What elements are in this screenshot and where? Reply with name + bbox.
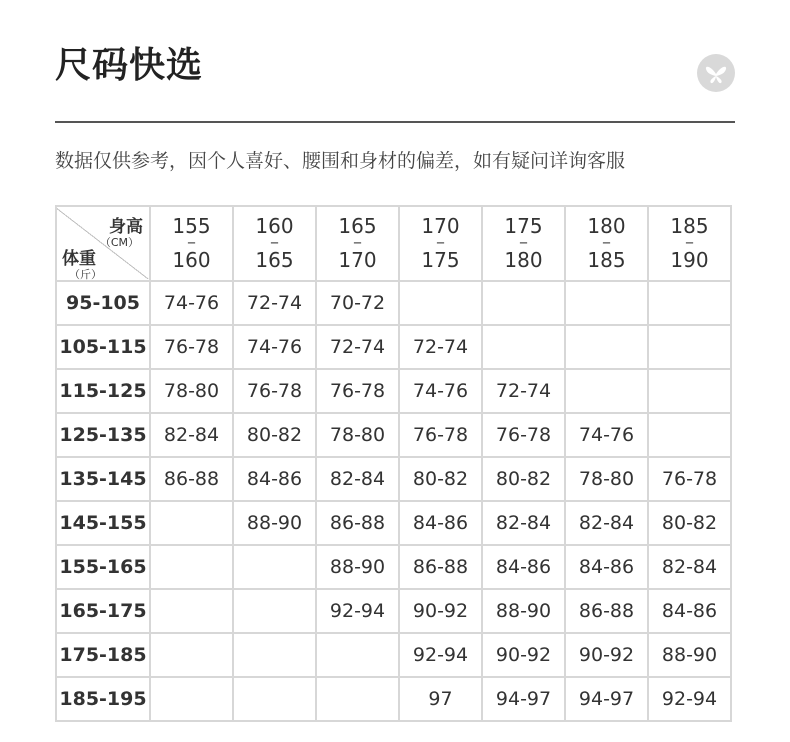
- height-range-dash: –: [187, 232, 196, 254]
- waist-size-cell: 90-92: [482, 633, 565, 677]
- waist-size-cell: [399, 281, 482, 325]
- waist-size-cell: 76-78: [233, 369, 316, 413]
- height-range-dash: –: [353, 232, 362, 254]
- waist-size-cell: [565, 281, 648, 325]
- waist-size-cell: 82-84: [316, 457, 399, 501]
- waist-size-cell: 86-88: [150, 457, 233, 501]
- waist-size-cell: 88-90: [233, 501, 316, 545]
- height-range-dash: –: [436, 232, 445, 254]
- size-chart-table: [55, 205, 732, 722]
- waist-size-cell: 80-82: [399, 457, 482, 501]
- table-row: [56, 413, 731, 457]
- weight-range-label: 145-155: [56, 501, 150, 545]
- header-row: [56, 206, 731, 281]
- height-range-header: [316, 206, 399, 281]
- waist-size-cell: 90-92: [565, 633, 648, 677]
- height-range-max: 170: [338, 247, 377, 272]
- weight-range-label: 105-115: [56, 325, 150, 369]
- weight-range-label: 95-105: [56, 281, 150, 325]
- waist-size-cell: 74-76: [150, 281, 233, 325]
- waist-size-cell: 92-94: [648, 677, 731, 721]
- waist-size-cell: 92-94: [399, 633, 482, 677]
- height-range-min: 185: [670, 214, 709, 239]
- height-range-min: 180: [587, 214, 626, 239]
- waist-size-cell: [648, 325, 731, 369]
- waist-size-cell: 86-88: [316, 501, 399, 545]
- waist-size-cell: 72-74: [233, 281, 316, 325]
- height-range-header: [399, 206, 482, 281]
- waist-size-cell: 84-86: [482, 545, 565, 589]
- waist-size-cell: 76-78: [316, 369, 399, 413]
- table-row: [56, 325, 731, 369]
- height-range-max: 180: [504, 247, 543, 272]
- waist-size-cell: 88-90: [648, 633, 731, 677]
- weight-range-label: 125-135: [56, 413, 150, 457]
- waist-size-cell: 74-76: [399, 369, 482, 413]
- waist-size-cell: 82-84: [648, 545, 731, 589]
- weight-range-label: 185-195: [56, 677, 150, 721]
- height-range-header: [150, 206, 233, 281]
- table-row: [56, 281, 731, 325]
- waist-size-cell: 80-82: [482, 457, 565, 501]
- waist-size-cell: 80-82: [233, 413, 316, 457]
- weight-range-label: 155-165: [56, 545, 150, 589]
- height-range-max: 165: [255, 247, 294, 272]
- height-range-max: 185: [587, 247, 626, 272]
- waist-size-cell: [150, 501, 233, 545]
- waist-size-cell: [150, 545, 233, 589]
- table-row: [56, 369, 731, 413]
- waist-size-cell: 88-90: [482, 589, 565, 633]
- height-range-max: 175: [421, 247, 460, 272]
- waist-size-cell: [150, 677, 233, 721]
- weight-range-label: 115-125: [56, 369, 150, 413]
- waist-size-cell: 84-86: [399, 501, 482, 545]
- waist-size-cell: [316, 677, 399, 721]
- waist-size-cell: 86-88: [565, 589, 648, 633]
- waist-size-cell: 90-92: [399, 589, 482, 633]
- height-range-max: 190: [670, 247, 709, 272]
- waist-size-cell: 78-80: [150, 369, 233, 413]
- table-row: [56, 677, 731, 721]
- height-range-max: 160: [172, 247, 211, 272]
- waist-size-cell: [482, 281, 565, 325]
- table-row: [56, 545, 731, 589]
- height-range-min: 155: [172, 214, 211, 239]
- weight-unit: （斤）: [69, 268, 102, 281]
- waist-size-cell: 76-78: [399, 413, 482, 457]
- waist-size-cell: 84-86: [233, 457, 316, 501]
- table-row: [56, 633, 731, 677]
- waist-size-cell: [233, 589, 316, 633]
- weight-range-label: 175-185: [56, 633, 150, 677]
- height-unit: （CM）: [99, 236, 139, 249]
- weight-label: 体重: [62, 249, 96, 269]
- waist-size-cell: 88-90: [316, 545, 399, 589]
- waist-size-cell: [648, 413, 731, 457]
- waist-size-cell: [648, 281, 731, 325]
- waist-size-cell: 94-97: [565, 677, 648, 721]
- waist-size-cell: 94-97: [482, 677, 565, 721]
- waist-size-cell: 76-78: [648, 457, 731, 501]
- waist-size-cell: 76-78: [482, 413, 565, 457]
- waist-size-cell: 78-80: [565, 457, 648, 501]
- height-range-header: [565, 206, 648, 281]
- waist-size-cell: 97: [399, 677, 482, 721]
- height-range-header: [482, 206, 565, 281]
- disclaimer-note: 数据仅供参考，因个人喜好、腰围和身材的偏差，如有疑问详询客服: [55, 150, 626, 172]
- waist-size-cell: 80-82: [648, 501, 731, 545]
- waist-size-cell: 86-88: [399, 545, 482, 589]
- waist-size-cell: [648, 369, 731, 413]
- height-range-header: [233, 206, 316, 281]
- waist-size-cell: [150, 633, 233, 677]
- height-range-dash: –: [519, 232, 528, 254]
- waist-size-cell: 70-72: [316, 281, 399, 325]
- waist-size-cell: [233, 633, 316, 677]
- height-range-dash: –: [270, 232, 279, 254]
- waist-size-cell: [482, 325, 565, 369]
- waist-size-cell: [316, 633, 399, 677]
- height-range-min: 165: [338, 214, 377, 239]
- waist-size-cell: 74-76: [565, 413, 648, 457]
- waist-size-cell: [233, 677, 316, 721]
- height-range-min: 160: [255, 214, 294, 239]
- corner-header-cell: [56, 206, 150, 281]
- waist-size-cell: 82-84: [150, 413, 233, 457]
- waist-size-cell: [565, 325, 648, 369]
- height-range-min: 175: [504, 214, 543, 239]
- weight-range-label: 165-175: [56, 589, 150, 633]
- waist-size-cell: 84-86: [648, 589, 731, 633]
- table-row: [56, 501, 731, 545]
- waist-size-cell: 74-76: [233, 325, 316, 369]
- waist-size-cell: [233, 545, 316, 589]
- table-row: [56, 457, 731, 501]
- title-divider: [55, 121, 735, 123]
- height-range-dash: –: [602, 232, 611, 254]
- waist-size-cell: 72-74: [399, 325, 482, 369]
- waist-size-cell: 76-78: [150, 325, 233, 369]
- waist-size-cell: 82-84: [482, 501, 565, 545]
- butterfly-logo-icon: [697, 54, 735, 92]
- waist-size-cell: 84-86: [565, 545, 648, 589]
- waist-size-cell: 72-74: [482, 369, 565, 413]
- waist-size-cell: 82-84: [565, 501, 648, 545]
- page-title: 尺码快选: [55, 45, 204, 86]
- weight-range-label: 135-145: [56, 457, 150, 501]
- height-label: 身高: [109, 217, 143, 237]
- waist-size-cell: 72-74: [316, 325, 399, 369]
- corner-diagonal: [57, 208, 149, 279]
- height-range-dash: –: [685, 232, 694, 254]
- table-row: [56, 589, 731, 633]
- waist-size-cell: 78-80: [316, 413, 399, 457]
- waist-size-cell: 92-94: [316, 589, 399, 633]
- waist-size-cell: [565, 369, 648, 413]
- height-range-header: [648, 206, 731, 281]
- waist-size-cell: [150, 589, 233, 633]
- height-range-min: 170: [421, 214, 460, 239]
